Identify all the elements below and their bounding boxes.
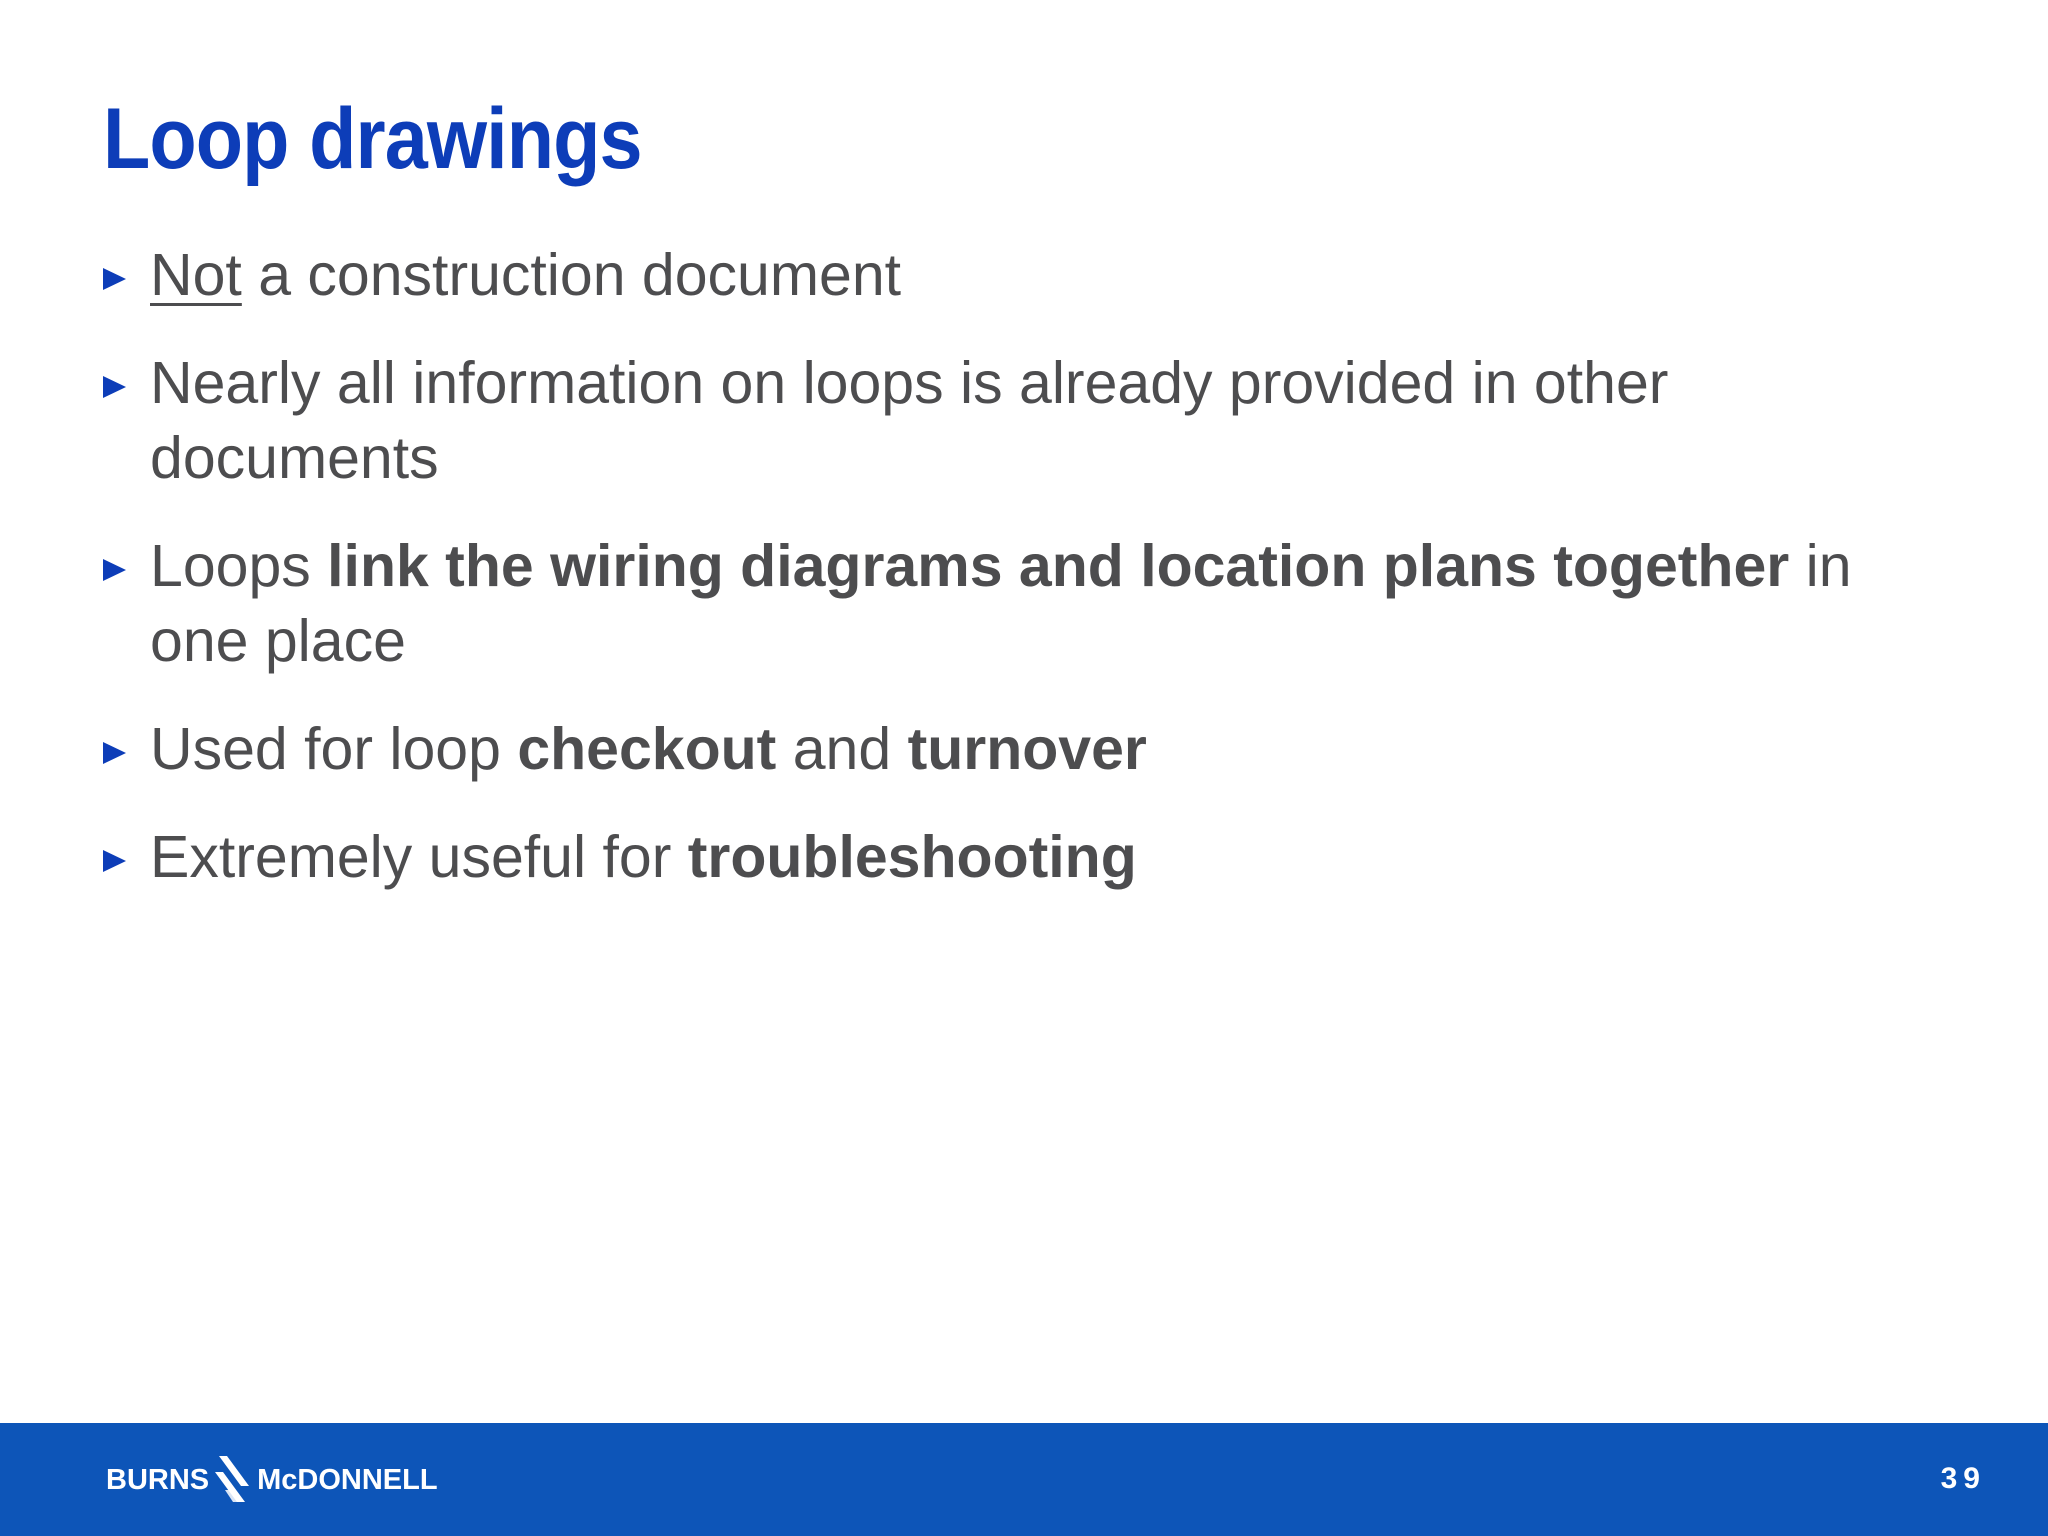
bullet-item xyxy=(103,238,1963,313)
right-triangle-icon xyxy=(103,268,126,290)
bullet-text-segment: troubleshooting xyxy=(687,824,1137,890)
burns-mcdonnell-logo xyxy=(106,1450,438,1510)
bullet-text-segment: Not xyxy=(150,242,242,308)
bullet-text-segment: Loops xyxy=(150,533,328,599)
right-triangle-icon xyxy=(103,376,126,398)
bullet-text-segment: link the wiring diagrams and location plans together xyxy=(327,533,1790,599)
right-triangle-icon xyxy=(103,850,126,872)
bullet-text-segment: Used for loop xyxy=(150,716,518,782)
bullet-list xyxy=(103,238,1963,928)
bullet-text-segment: checkout xyxy=(517,716,777,782)
page-number: 39 xyxy=(1940,1462,1986,1495)
bullet-text-segment: a construction document xyxy=(241,242,902,308)
bullet-text-segment: in one place xyxy=(150,533,1852,674)
bullet-text-segment: Extremely useful for xyxy=(150,824,688,890)
bullet-text-segment: turnover xyxy=(907,716,1147,782)
burns-mcdonnell-logo-icon xyxy=(211,1450,255,1510)
slide-title: Loop drawings xyxy=(103,91,642,187)
logo-text-left: BURNS xyxy=(106,1463,210,1496)
bullet-item xyxy=(103,346,1963,496)
bullet-item xyxy=(103,529,1963,679)
bullet-item xyxy=(103,820,1963,895)
logo-text-right: McDONNELL xyxy=(257,1463,438,1496)
bullet-text-segment: and xyxy=(776,716,908,782)
bullet-text-segment: Nearly all information on loops is already provided in other documents xyxy=(150,350,1669,491)
bullet-item xyxy=(103,712,1963,787)
right-triangle-icon xyxy=(103,742,126,764)
right-triangle-icon xyxy=(103,559,126,581)
